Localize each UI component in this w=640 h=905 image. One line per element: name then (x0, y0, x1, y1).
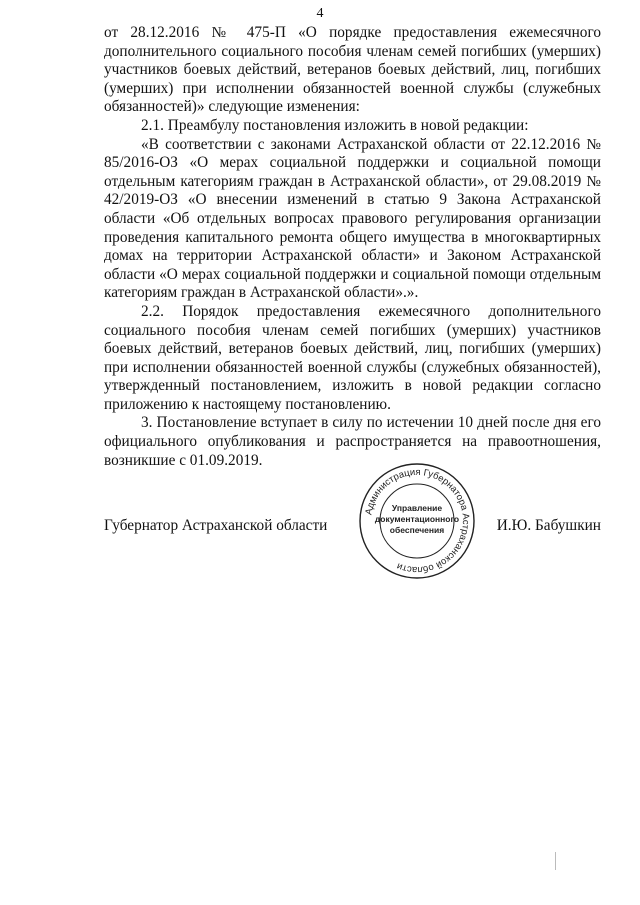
paragraph-intro: от 28.12.2016 № 475-П «О порядке предоставления ежемесячного дополнительного социального пособия членам семей погибших (умерших) участников боевых действий, ветеранов боевых действий, лиц, погибших (умерших) при исполнении обязанностей военной службы (служебных обязанностей)» следующие изменения: (104, 24, 601, 116)
stamp-line-3: обеспечения (389, 525, 445, 535)
official-stamp (357, 461, 477, 581)
signatory-title: Губернатор Астраханской области (104, 517, 328, 534)
paragraph-2-2: 2.2. Порядок предоставления ежемесячного дополнительного социального пособия членам семей погибших (умерших) участников боевых действий, ветеранов боевых действий, лиц, погибших (умерших) при исполнении обязанностей военной службы (служебных обязанностей), утвержденный постановлением, изложить в новой редакции согласно приложению к настоящему постановлению. (104, 302, 601, 413)
paragraph-preamble: «В соответствии с законами Астраханской области от 22.12.2016 № 85/2016-ОЗ «О мерах социальной поддержки и социальной помощи отдельным категориям граждан в Астраханской области», от 29.08.2019 № 42/2019-ОЗ «О внесении изменений в статью 9 Закона Астраханской области «Об отдельных вопросах правового регулирования организации проведения капитального ремонта общего имущества в многоквартирных домах на территории Астраханской области» и Законом Астраханской области «О мерах социальной поддержки и социальной помощи отдельным категориям граждан в Астраханской области».». (104, 135, 601, 302)
stamp-line-2: документационного (374, 514, 460, 524)
document-body (104, 24, 601, 470)
stamp-line-1: Управление (391, 503, 443, 513)
scan-mark (555, 852, 556, 870)
paragraph-3: 3. Постановление вступает в силу по истечении 10 дней после дня его официального опубликования и распространяется на правоотношения, возникшие с 01.09.2019. (104, 414, 601, 469)
signatory-name: И.Ю. Бабушкин (496, 517, 601, 534)
paragraph-2-1: 2.1. Преамбулу постановления изложить в новой редакции: (141, 116, 529, 134)
stamp-inner-text (357, 503, 477, 536)
stamp-ring-text: Администрация Губернатора Астраханской области (363, 466, 472, 576)
page-number: 4 (316, 6, 324, 21)
